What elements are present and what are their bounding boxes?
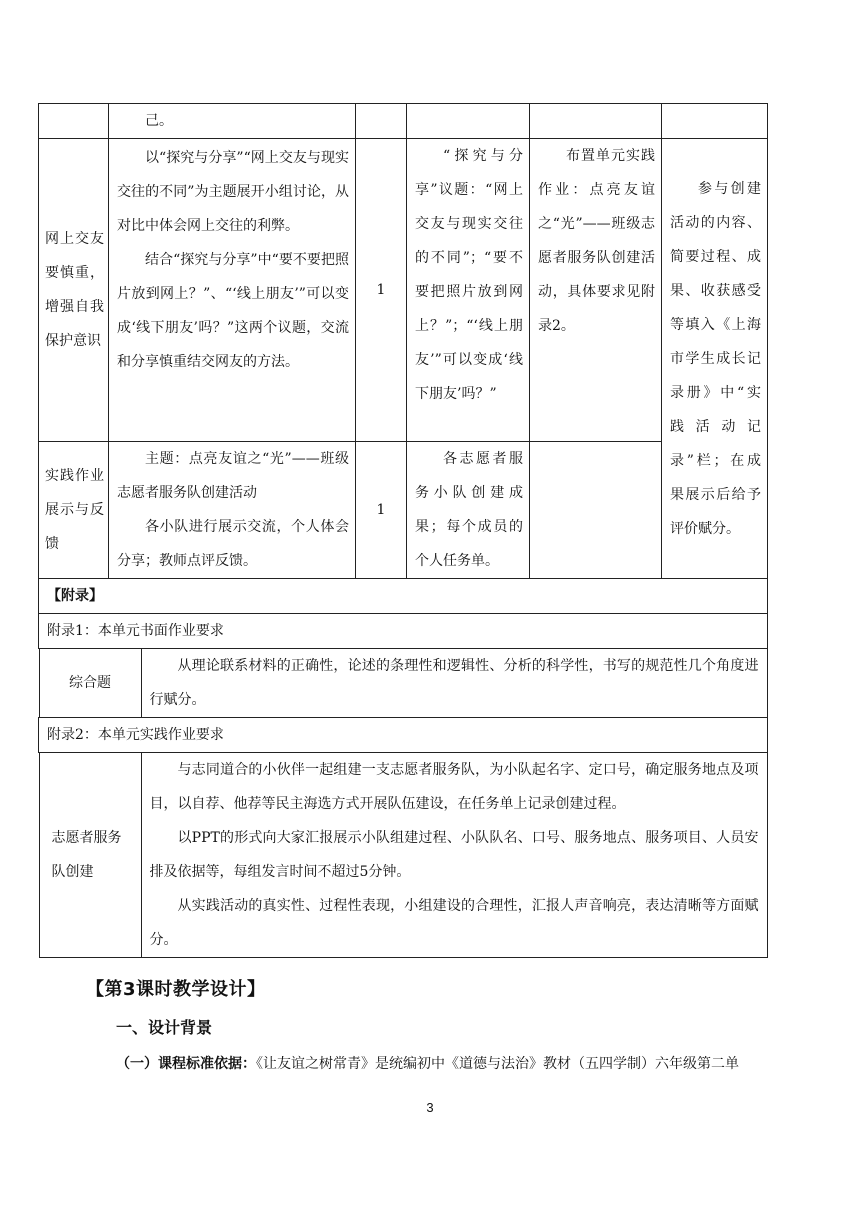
activity-paragraph: 各小队进行展示交流，个人体会分享；教师点评反馈。	[117, 519, 349, 569]
assignment-cell: 布置单元实践作业：点亮友谊之“光”——班级志愿者服务队创建活动，具体要求见附录2。	[530, 139, 662, 442]
table-row	[39, 442, 768, 579]
appendix2-paragraph: 从实践活动的真实性、过程性表现，小组建设的合理性，汇报人声音响亮，表达清晰等方面赋分。	[149, 898, 759, 948]
hours-cell: 1	[356, 139, 407, 442]
body-paragraph	[116, 1053, 739, 1073]
lesson-heading: 【第3课时教学设计】	[86, 979, 266, 1000]
appendix1-label: 综合题	[39, 649, 141, 717]
appendix2-body	[141, 753, 767, 958]
lesson-table	[38, 103, 768, 958]
appendix1-body: 从理论联系材料的正确性，论述的条理性和逻辑性、分析的科学性，书写的规范性几个角度进行赋分。	[141, 649, 767, 717]
cell-content: 己。	[109, 104, 356, 139]
appendix2-table	[39, 753, 768, 958]
activity-paragraph: 主题：点亮友谊之“光”——班级志愿者服务队创建活动	[117, 451, 349, 501]
table-row	[39, 649, 768, 718]
appendix2-title: 附录2：本单元实践作业要求	[39, 718, 768, 753]
appendix1-title: 附录1：本单元书面作业要求	[39, 614, 768, 649]
activity-cell	[109, 139, 356, 442]
activity-paragraph: 结合“探究与分享”中“要不要把照片放到网上？”、“‘线上朋友’”可以变成‘线下朋友’吗？”这两个议题，交流和分享慎重结交网友的方法。	[117, 252, 349, 370]
appendix2-label: 志愿者服务队创建	[39, 753, 141, 958]
resource-cell: 各志愿者服务小队创建成果；每个成员的个人任务单。	[407, 442, 530, 579]
table-row	[39, 614, 768, 649]
topic-cell: 实践作业展示与反馈	[39, 442, 109, 579]
section-heading: 一、设计背景	[116, 1018, 213, 1037]
hours-cell: 1	[356, 442, 407, 579]
topic-cell: 网上交友要慎重，增强自我保护意识	[39, 139, 109, 442]
page-number: 3	[426, 1100, 434, 1115]
appendix-title: 【附录】	[39, 579, 768, 614]
table-row	[39, 139, 768, 442]
paragraph-text: 《让友谊之树常青》是统编初中《道德与法治》教材（五四学制）六年级第二单	[256, 1056, 739, 1072]
appendix2-paragraph: 以PPT的形式向大家汇报展示小队组建过程、小队队名、口号、服务地点、服务项目、人员安排及依据等，每组发言时间不超过5分钟。	[149, 830, 759, 880]
resource-cell: “探究与分享”议题：“网上交友与现实交往的不同”；“要不要把照片放到网上？”；“‘线上朋友’”可以变成‘线下朋友’吗？”	[407, 139, 530, 442]
table-row	[39, 718, 768, 753]
activity-paragraph: 以“探究与分享”“网上交友与现实交往的不同”为主题展开小组讨论，从对比中体会网上交往的利弊。	[117, 150, 349, 234]
appendix1-table	[39, 649, 768, 717]
table-row	[39, 579, 768, 614]
table-row	[39, 104, 768, 139]
table-row	[39, 753, 768, 959]
activity-cell	[109, 442, 356, 579]
paragraph-lead: （一）课程标准依据：	[116, 1056, 256, 1072]
evaluation-cell: 参与创建活动的内容、简要过程、成果、收获感受等填入《上海市学生成长记录册》中“实践活动记录”栏；在成果展示后给予评价赋分。	[662, 139, 768, 579]
appendix2-paragraph: 与志同道合的小伙伴一起组建一支志愿者服务队，为小队起名字、定口号，确定服务地点及项目，以自荐、他荐等民主海选方式开展队伍建设，在任务单上记录创建过程。	[149, 762, 759, 812]
